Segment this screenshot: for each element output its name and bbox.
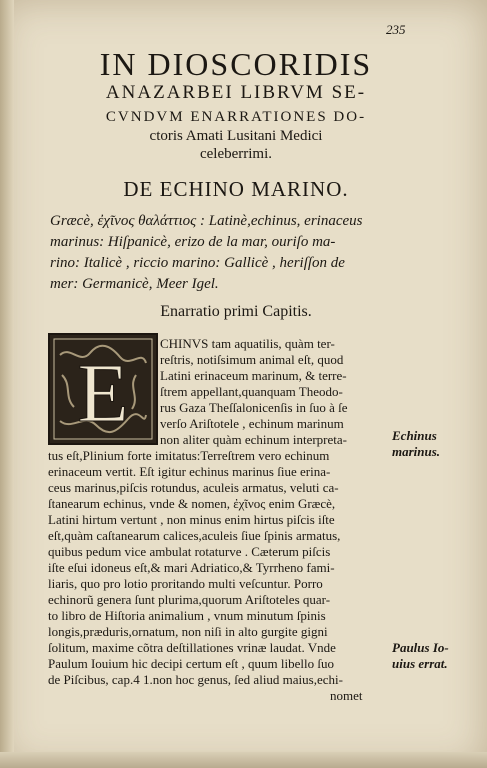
subheading: Enarratio primi Capitis. <box>160 303 312 320</box>
body-line: eſt,quàm caſtanearum calices,aculeis ſiue ſpinis armatus, <box>48 528 341 543</box>
body-line: liaris, quo pro lotio proritando multi veſcuntur. Porro <box>48 576 323 591</box>
body-line: iſte eſui idoneus eſt,& mari Adriatico,& Tyrrheno fami- <box>48 560 335 575</box>
body-line: erinaceum vertit. Eſt igitur echinus marinus ſiue erina- <box>48 464 331 479</box>
body-line: reſtris, notiſsimum animal eſt, quod <box>160 352 344 367</box>
title-line-3: CVNDVM ENARRATIONES DO- <box>105 109 367 125</box>
body-line: de Piſcibus, cap.4 1.non hoc genus, ſed aliud maius,echi- <box>48 672 343 687</box>
section-heading: DE ECHINO MARINO. <box>123 177 349 201</box>
body-line: ſtrem appellant,quanquam Theodo- <box>160 384 343 399</box>
body-line: longis,præduris,ornatum, non niſi in alto gurgite gigni <box>48 624 328 639</box>
body-line: rus Gaza Theſſalonicenſis in ſuo à ſe <box>160 400 348 415</box>
body-line: Latini erinaceum marinum, & terre- <box>160 368 347 383</box>
body-line: tus eſt,Plinium forte imitatus:Terreſtrem vero echinum <box>48 448 330 463</box>
margin-note-1-line-1: Echinus <box>392 428 437 443</box>
margin-note-2-line-1: Paulus Io- <box>392 640 449 655</box>
body-line: ſolitum, maxime cõtra deſtillationes vrinæ laudat. Vnde <box>48 640 336 655</box>
body-line: echinorũ genera ſunt plurima,quorum Ariſtoteles quar- <box>48 592 331 607</box>
drop-cap-letter: E <box>77 347 129 440</box>
page-number: 235 <box>386 22 406 37</box>
body-line: verſo Ariſtotele , echinum marinum <box>160 416 344 431</box>
page-gutter <box>0 0 14 768</box>
synonyms-line-1: Græcè, ἐχῖνος θαλάττιος : Latinè,echinus, erinaceus <box>50 213 363 229</box>
page-bottom-edge <box>0 752 487 768</box>
body-line: ceus marinus,piſcis rotundus, aculeis armatus, veluti ca- <box>48 480 339 495</box>
margin-note-2-line-2: uius errat. <box>392 656 448 671</box>
title-line-4: ctoris Amati Lusitani Medici <box>149 128 323 144</box>
title-line-2: ANAZARBEI LIBRVM SE- <box>105 82 367 103</box>
title-line-5: celeberrimi. <box>199 146 273 162</box>
body-line: CHINVS tam aquatilis, quàm ter- <box>160 336 335 351</box>
body-line: quibus pedum vice ambulat rotaturve . Cæterum piſcis <box>48 544 331 559</box>
body-line: to libro de Hiſtoria animalium , vnum minutum ſpinis <box>48 608 326 623</box>
catchword: nomet <box>330 688 363 703</box>
synonyms-line-4: mer: Germanicè, Meer Igel. <box>50 276 219 292</box>
body-line: Latini hirtum vertunt , non minus enim hirtus piſcis iſte <box>48 512 335 527</box>
decorated-initial <box>48 333 158 445</box>
synonyms-line-2: marinus: Hiſpanicè, erizo de la mar, ouriſo ma- <box>50 234 336 250</box>
body-line: Paulum Iouium hic decipi certum eſt , quum libello ſuo <box>48 656 334 671</box>
synonyms-line-3: rino: Italicè , riccio marino: Gallicè , heriſſon de <box>50 255 345 271</box>
body-line: non aliter quàm echinum interpreta- <box>160 432 347 447</box>
title-line-1: IN DIOSCORIDIS <box>99 46 373 82</box>
body-line: ſtanearum echinus, vnde & nomen, ἐχῖνος enim Græcè, <box>48 496 336 511</box>
margin-note-1-line-2: marinus. <box>392 444 441 459</box>
